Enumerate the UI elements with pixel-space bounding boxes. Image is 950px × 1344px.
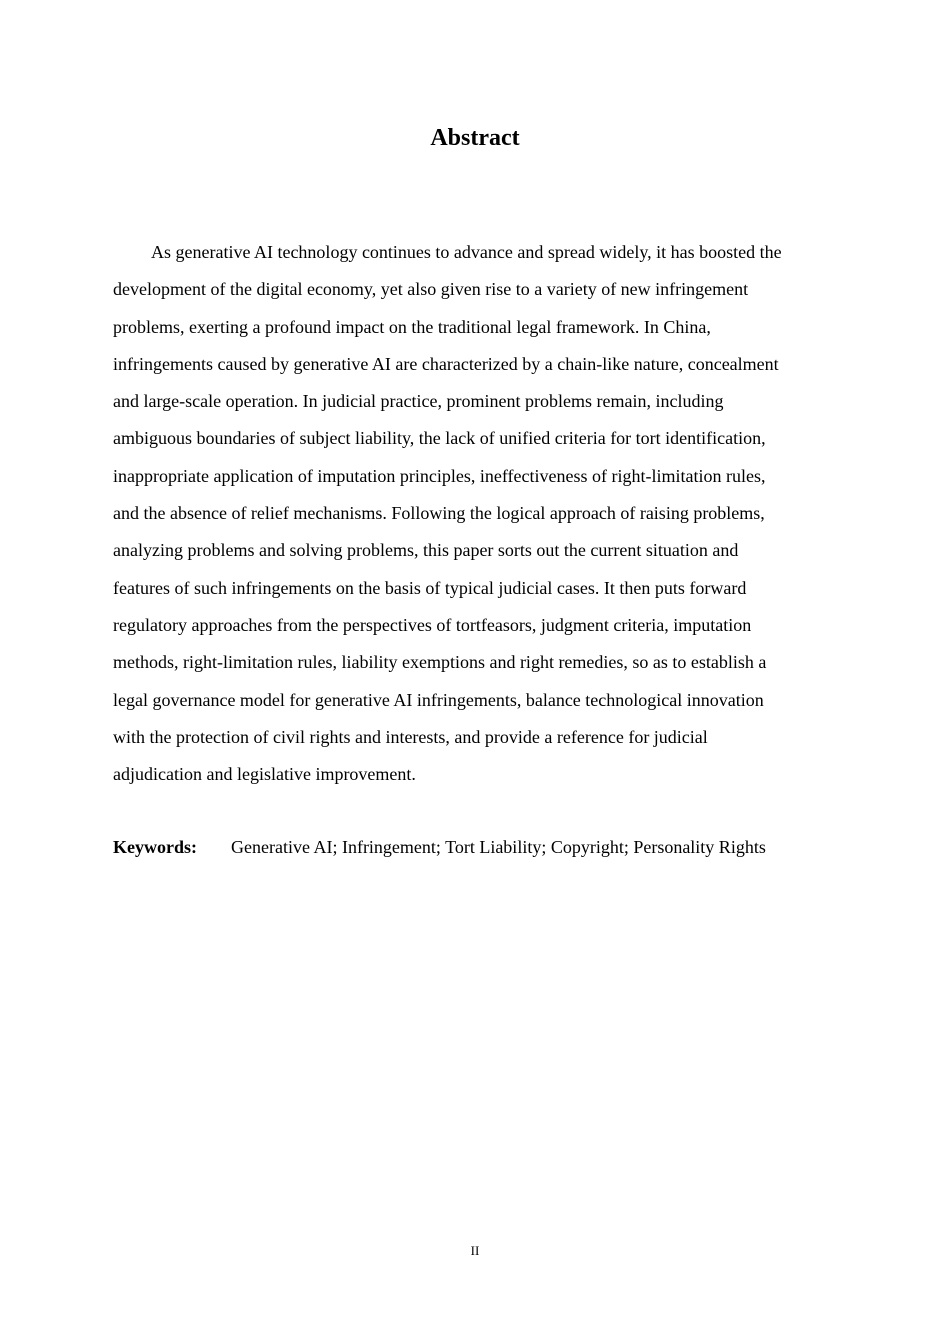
keywords-row: [113, 829, 766, 866]
abstract-line: infringements caused by generative AI are characterized by a chain-like nature, concealment: [113, 353, 779, 374]
abstract-line: and large-scale operation. In judicial practice, prominent problems remain, including: [113, 391, 724, 412]
abstract-line: methods, right-limitation rules, liability exemptions and right remedies, so as to establish a: [113, 652, 767, 673]
abstract-line: development of the digital economy, yet also given rise to a variety of new infringement: [113, 279, 749, 300]
abstract-line: problems, exerting a profound impact on the traditional legal framework. In China,: [113, 316, 711, 337]
keywords-text: Generative AI; Infringement; Tort Liability; Copyright; Personality Rights: [231, 837, 766, 857]
abstract-line: features of such infringements on the basis of typical judicial cases. It then puts forward: [113, 577, 747, 598]
abstract-line: inappropriate application of imputation principles, ineffectiveness of right-limitation rules,: [113, 465, 766, 486]
abstract-line: legal governance model for generative AI infringements, balance technological innovation: [113, 689, 764, 710]
abstract-line: adjudication and legislative improvement.: [113, 764, 416, 785]
abstract-paragraph: [113, 234, 782, 793]
abstract-line: As generative AI technology continues to advance and spread widely, it has boosted the: [151, 242, 782, 262]
abstract-line: ambiguous boundaries of subject liability, the lack of unified criteria for tort identification,: [113, 428, 766, 449]
page-title: Abstract: [430, 125, 520, 151]
abstract-line: analyzing problems and solving problems, this paper sorts out the current situation and: [113, 540, 739, 561]
abstract-line: regulatory approaches from the perspectives of tortfeasors, judgment criteria, imputation: [113, 614, 752, 635]
page-number: II: [470, 1243, 480, 1258]
abstract-line: with the protection of civil rights and interests, and provide a reference for judicial: [113, 726, 708, 747]
abstract-line: and the absence of relief mechanisms. Following the logical approach of raising problems,: [113, 503, 765, 524]
keywords-label: Keywords:: [113, 837, 197, 857]
